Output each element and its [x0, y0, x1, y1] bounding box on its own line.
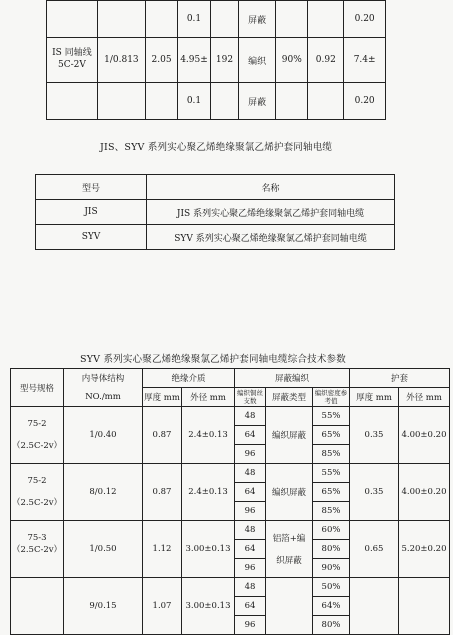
table-cell: 55% — [313, 407, 350, 426]
table-cell: 屏蔽 — [239, 1, 276, 38]
table-cell: 64 — [235, 483, 266, 502]
table-cell: 96 — [235, 502, 266, 521]
table-cell: 9/0.15 — [64, 578, 143, 635]
table-cell: 60% — [313, 521, 350, 540]
table-cell: 64% — [313, 597, 350, 616]
table-cell: 80% — [313, 616, 350, 635]
table-cell: 3.00±0.13 — [182, 578, 235, 635]
table-cell: 编织屏蔽 — [266, 464, 313, 521]
spec-cell — [11, 578, 64, 635]
column-header: 名称 — [147, 175, 395, 200]
table-cell: 48 — [235, 521, 266, 540]
top-spec-table — [46, 0, 386, 120]
table-cell: 0.35 — [350, 407, 399, 464]
table-cell: 64 — [235, 540, 266, 559]
table-cell: 64 — [235, 597, 266, 616]
table-cell — [308, 1, 344, 38]
table-cell: SYV — [36, 225, 147, 250]
table-cell: 192 — [210, 38, 238, 83]
spec-cell — [11, 407, 64, 464]
table-cell: 65% — [313, 483, 350, 502]
shield-type-cell — [266, 521, 313, 578]
table-cell: 96 — [235, 616, 266, 635]
table-cell: 96 — [235, 445, 266, 464]
table-cell: 5.20±0.20 — [399, 521, 450, 578]
table-cell: 7.4± — [344, 38, 386, 83]
table-cell: 0.65 — [350, 521, 399, 578]
table-cell — [266, 578, 313, 635]
table-cell: 80% — [313, 540, 350, 559]
column-header: 型号规格 — [11, 369, 64, 407]
table-cell: 2.4±0.13 — [182, 407, 235, 464]
table-cell: 90% — [313, 559, 350, 578]
table-cell — [47, 1, 98, 38]
table-cell: 48 — [235, 407, 266, 426]
column-header: 外径 mm — [182, 388, 235, 407]
table-cell: 96 — [235, 559, 266, 578]
shield-type-line: 铝箔+编 — [272, 534, 306, 544]
table-cell: 1.12 — [143, 521, 182, 578]
table-cell — [145, 1, 177, 38]
spec-cell — [11, 464, 64, 521]
table-cell: 4.00±0.20 — [399, 464, 450, 521]
table-cell: 55% — [313, 464, 350, 483]
column-header: 厚度 mm — [143, 388, 182, 407]
table-cell — [308, 83, 344, 120]
table-cell: 1/0.40 — [64, 407, 143, 464]
column-header: 屏蔽编织 — [235, 369, 350, 388]
column-header: 厚度 mm — [350, 388, 399, 407]
spec-line: 75-2 — [27, 419, 47, 429]
table-cell: 0.1 — [178, 83, 211, 120]
table-cell — [399, 578, 450, 635]
section-title: JIS、SYV 系列实心聚乙烯绝缘聚氯乙烯护套同轴电缆 — [100, 142, 333, 153]
table-cell: JIS — [36, 200, 147, 225]
table-cell — [47, 83, 98, 120]
table-cell — [210, 83, 238, 120]
spec-line: 75-2 — [27, 476, 47, 486]
table-cell — [97, 1, 145, 38]
spec-line: （2.5C-2v） — [11, 545, 63, 555]
table-cell: 屏蔽 — [239, 83, 276, 120]
shield-type-line: 织屏蔽 — [276, 556, 302, 566]
table-cell: 64 — [235, 426, 266, 445]
table-cell: 48 — [235, 464, 266, 483]
table-cell: 0.35 — [350, 464, 399, 521]
table-cell: 4.95± — [178, 38, 211, 83]
column-header: 内导体结构 — [64, 369, 143, 388]
table-cell: 2.05 — [145, 38, 177, 83]
table-cell: 1.07 — [143, 578, 182, 635]
table-cell: 0.20 — [344, 83, 386, 120]
table-cell: 编织 — [239, 38, 276, 83]
table-cell — [145, 83, 177, 120]
table-cell: 0.92 — [308, 38, 344, 83]
column-header: 编织铜丝支数 — [235, 388, 266, 407]
spec-table — [10, 368, 450, 635]
spec-line: （2.5C-2v） — [11, 441, 63, 451]
table-cell — [276, 83, 308, 120]
table-cell: JIS 系列实心聚乙烯绝缘聚氯乙烯护套同轴电缆 — [147, 200, 395, 225]
column-header: 外径 mm — [399, 388, 450, 407]
table-cell: 3.00±0.13 — [182, 521, 235, 578]
column-header: 护套 — [350, 369, 450, 388]
table-cell: SYV 系列实心聚乙烯绝缘聚氯乙烯护套同轴电缆 — [147, 225, 395, 250]
spec-line: 75-3 — [27, 533, 47, 543]
table-cell: 0.20 — [344, 1, 386, 38]
model-cell: IS 同轴线 5C-2V — [47, 38, 98, 83]
table-cell: 8/0.12 — [64, 464, 143, 521]
table-cell — [210, 1, 238, 38]
spec-cell — [11, 521, 64, 578]
table-cell — [276, 1, 308, 38]
section-title: SYV 系列实心聚乙烯绝缘聚氯乙烯护套同轴电缆综合技术参数 — [80, 354, 346, 365]
spec-line: （2.5C-2v） — [11, 498, 63, 508]
table-cell: 2.4±0.13 — [182, 464, 235, 521]
table-cell: 1/0.813 — [97, 38, 145, 83]
table-cell — [97, 83, 145, 120]
column-header: 绝缘介质 — [143, 369, 235, 388]
table-cell: 0.1 — [178, 1, 211, 38]
table-cell: 0.87 — [143, 464, 182, 521]
table-cell: 编织屏蔽 — [266, 407, 313, 464]
table-cell: 4.00±0.20 — [399, 407, 450, 464]
table-cell: 90% — [276, 38, 308, 83]
table-cell: 85% — [313, 502, 350, 521]
column-header: 型号 — [36, 175, 147, 200]
column-header: 屏蔽类型 — [266, 388, 313, 407]
table-cell: 48 — [235, 578, 266, 597]
column-header: 编织密度参考值 — [313, 388, 350, 407]
table-cell: 65% — [313, 426, 350, 445]
table-cell — [350, 578, 399, 635]
table-cell: 85% — [313, 445, 350, 464]
model-table — [35, 174, 395, 250]
table-cell: 1/0.50 — [64, 521, 143, 578]
table-cell: 50% — [313, 578, 350, 597]
column-header: NO./mm — [64, 388, 143, 407]
table-cell: 0.87 — [143, 407, 182, 464]
